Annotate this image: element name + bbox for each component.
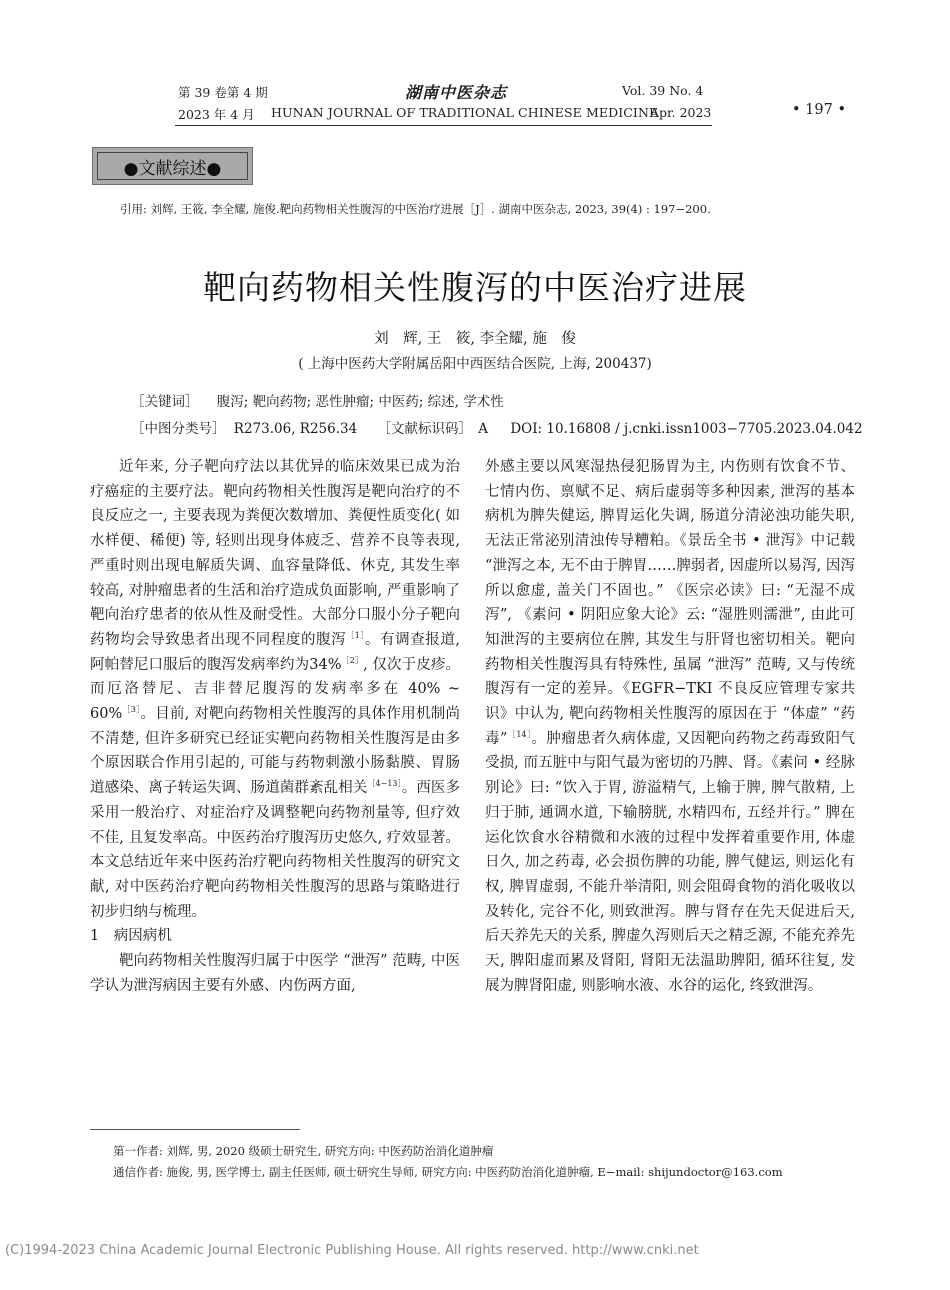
footnotes (90, 1141, 865, 1183)
article-title: 靶向药物相关性腹泻的中医治疗进展 (203, 268, 747, 307)
corresponding-author-note: 通信作者: 施俊, 男, 医学博士, 副主任医师, 硕士研究生导师, 研究方向: 中医药防治消化道肿瘤, E−mail: shijundoctor@163.com (113, 1165, 783, 1179)
ref-4-13: ［4−13］ (367, 779, 402, 789)
journal-title-cn: 湖南中医杂志 (405, 83, 508, 102)
clc-label: ［中图分类号］ (131, 421, 226, 437)
header-rule (175, 125, 712, 126)
journal-title-en: HUNAN JOURNAL OF TRADITIONAL CHINESE MEDICINE (271, 105, 659, 120)
section-label-box (92, 147, 253, 185)
authors: 刘 辉, 王 筱, 李全耀, 施 俊 (374, 331, 576, 347)
doi: DOI: 10.16808 / j.cnki.issn1003−7705.2023.04.042 (510, 421, 863, 437)
doc-code-label: ［文献标识码］ (377, 421, 472, 437)
keywords-row (131, 390, 504, 410)
classification-row (131, 417, 863, 437)
date-en: Apr. 2023 (650, 105, 712, 120)
doc-code: A (478, 421, 489, 437)
volume-issue-cn: 第 39 卷第 4 期 (178, 85, 268, 100)
clc-number: R273.06, R256.34 (233, 421, 358, 437)
intro-paragraph: 近年来, 分子靶向疗法以其优异的临床效果已成为治疗癌症的主要疗法。靶向药物相关性腹泻是靶向治疗的不良反应之一, 主要表现为粪便次数增加、粪便性质变化( 如水样便、稀便) 等, 轻则出现身体疲乏、营养不良等表现, 严重时则出现电解质失调、血容量降低、休克, 其发生率较高, 对肿瘤患者的生活和治疗造成负面影响, 严重影响了靶向治疗患者的依从性及耐受性。大部分口服小分子靶向药物均会导致患者出现不同程度的腹泻$^{[1]}$。有调查报道, 阿帕替尼口服后的腹泻发病率约为34%$^{[2]}$, 仅次于皮疹。而厄洛替尼、吉非替尼腹泻的发病率多在 40% ~ 60%$^{[3]}$。目前, 对靶向药物相关性腹泻的具体作用机制尚不清楚, 但许多研究已经证实靶向药物相关性腹泻是由多个原因联合作用引起的, 可能与药物刺激小肠黏膜、胃肠道感染、离子转运失调、肠道菌群紊乱相关$^{[4-13]}$。西医多采用一般治疗、对症治疗及调整靶向药物剂量等, 但疗效不佳, 且复发率高。中医药治疗腹泻历史悠久, 疗效显著。本文总结近年来中医药治疗靶向药物相关性腹泻的研究文献, 对中医药治疗靶向药物相关性腹泻的思路与策略进行初步归纳与梳理。 (90, 459, 461, 920)
first-author-note: 第一作者: 刘辉, 男, 2020 级硕士研究生, 研究方向: 中医药防治消化道肿瘤 (113, 1144, 494, 1158)
ref-3: ［3］ (122, 705, 141, 715)
page-number: • 197 • (792, 102, 846, 118)
ref-1: ［1］ (346, 631, 365, 641)
section-heading-1: 1 病因病机 (90, 928, 172, 945)
keywords-label: ［关键词］ (131, 394, 199, 410)
copyright-line: (C)1994-2023 China Academic Journal Electronic Publishing House. All rights reserved. http://www.cnki.net (5, 1243, 699, 1258)
etiology-continued-paragraph: 外感主要以风寒湿热侵犯肠胃为主, 内伤则有饮食不节、七情内伤、禀赋不足、病后虚弱等多种因素, 泄泻的基本病机为脾失健运, 脾胃运化失调, 肠道分清泌浊功能失职, 无法正常泌别清浊传导糟粕。《景岳全书 • 泄泻》中记载 “泄泻之本, 无不由于脾胃……脾弱者, 因虚所以易泻, 因泻所以愈虚, 盖关门不固也。” 《医宗必读》曰: “无湿不成泻”, 《素问 • 阴阳应象大论》云: “湿胜则濡泄”, 由此可知泄泻的主要病位在脾, 其发生与肝肾也密切相关。靶向药物相关性腹泻具有特殊性, 虽属 “泄泻” 范畴, 又与传统腹泻有一定的差异。《EGFR−TKI 不良反应管理专家共识》中认为, 靶向药物相关性腹泻的原因在于 “体虚” “药毒”$^{[14]}$。肿瘤患者久病体虚, 又因靶向药物之药毒致阳气受损, 而五脏中与阳气最为密切的乃脾、肾。《素问 • 经脉别论》曰: “饮入于胃, 游溢精气, 上输于脾, 脾气散精, 上归于肺, 通调水道, 下输膀胱, 水精四布, 五经并行。” 脾在运化饮食水谷精微和水液的过程中发挥着重要作用, 体虚日久, 加之药毒, 必会损伤脾的功能, 脾气健运, 则运化有权, 脾胃虚弱, 不能升举清阳, 则会阻碍食物的消化吸收以及转化, 完谷不化, 则致泄泻。脾与肾存在先天促进后天, 后天养先天的关系, 脾虚久泻则后天之精乏源, 不能充养先天, 脾阳虚而累及肾阳, 肾阳无法温助脾阳, 循环往复, 发展为脾肾阳虚, 则影响水液、水谷的运化, 终致泄泻。 (485, 459, 856, 994)
date-cn: 2023 年 4 月 (178, 107, 255, 122)
section-label: ●文献综述● (97, 152, 248, 180)
affiliation: ( 上海中医药大学附属岳阳中西医结合医院, 上海, 200437) (298, 356, 652, 372)
footnote-rule (90, 1129, 300, 1130)
ref-14: ［14］ (507, 729, 532, 739)
ref-2: ［2］ (341, 655, 364, 665)
citation-line: 引用: 刘辉, 王筱, 李全耀, 施俊.靶向药物相关性腹泻的中医治疗进展［J］. 湖南中医杂志, 2023, 39(4) : 197−200. (120, 202, 711, 216)
volume-issue-en: Vol. 39 No. 4 (622, 83, 704, 98)
body-left-column (90, 455, 460, 998)
keywords: 腹泻; 靶向药物; 恶性肿瘤; 中医药; 综述, 学术性 (216, 394, 504, 410)
etiology-paragraph: 靶向药物相关性腹泻归属于中医学 “泄泻” 范畴, 中医学认为泄泻病因主要有外感、内伤两方面, (90, 953, 460, 994)
body-right-column (485, 455, 855, 998)
